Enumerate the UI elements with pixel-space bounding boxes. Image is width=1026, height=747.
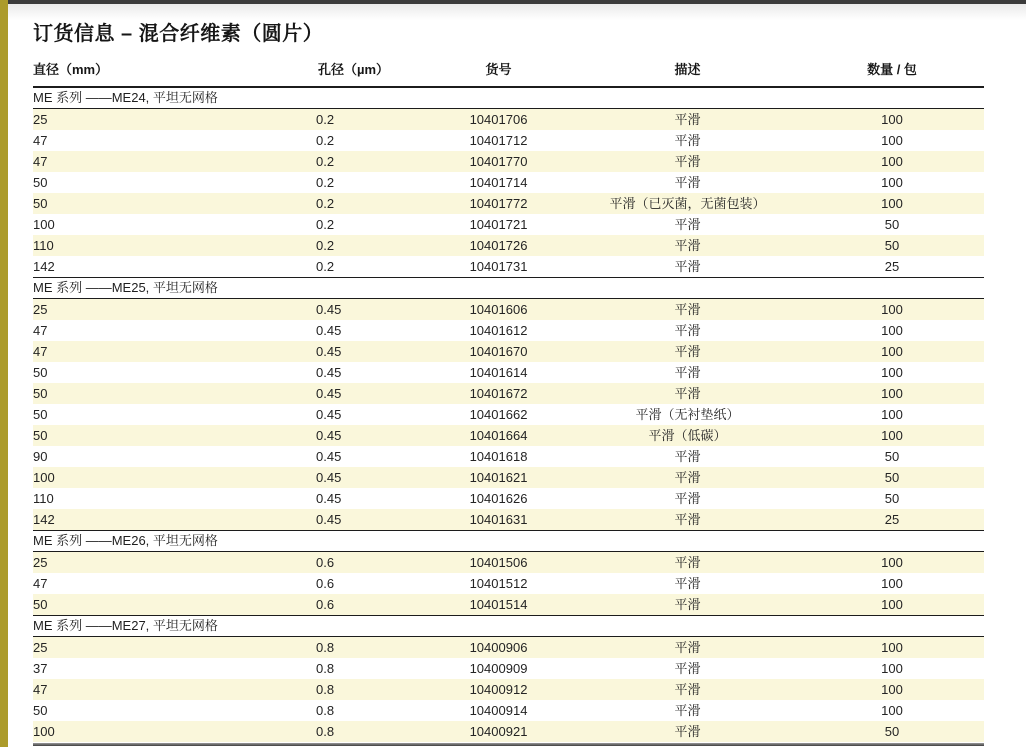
pore-size-cell: 0.45	[316, 509, 422, 531]
table-row	[33, 637, 984, 659]
quantity-cell: 100	[881, 661, 903, 676]
quantity-cell: 100	[881, 323, 903, 338]
table-row	[33, 700, 984, 721]
catalog-number-cell: 10400909	[469, 661, 528, 676]
diameter-cell: 50	[33, 383, 316, 404]
catalog-number-cell: 10401631	[422, 509, 575, 531]
diameter-cell: 142	[33, 259, 55, 274]
description-cell: 平滑	[575, 721, 800, 742]
pore-size-cell: 0.2	[316, 193, 422, 214]
section-header-spacer	[316, 531, 422, 552]
diameter-cell: 25	[33, 299, 316, 321]
pore-size-cell: 0.8	[316, 661, 335, 676]
section-header-spacer	[422, 616, 575, 637]
diameter-cell: 100	[33, 217, 55, 232]
catalog-number-cell: 10401506	[422, 552, 575, 574]
table-bottom-rule	[33, 743, 984, 746]
catalog-number-cell: 10401606	[422, 299, 575, 321]
pore-size-cell: 0.45	[316, 407, 342, 422]
quantity-cell: 100	[881, 175, 903, 190]
pore-size-cell: 0.2	[316, 109, 422, 131]
catalog-number-cell: 10401772	[422, 193, 575, 214]
description-cell: 平滑	[575, 467, 800, 488]
table-row	[33, 130, 984, 151]
table-row	[33, 488, 984, 509]
quantity-cell: 100	[800, 594, 984, 616]
catalog-number-cell: 10401664	[422, 425, 575, 446]
quantity-cell: 100	[800, 109, 984, 131]
diameter-cell: 110	[33, 491, 54, 506]
column-header-quantity-per-pack: 数量 / 包	[800, 46, 984, 87]
table-row	[33, 193, 984, 214]
diameter-cell: 37	[33, 661, 48, 676]
pore-size-cell: 0.45	[316, 299, 422, 321]
pore-size-cell: 0.45	[316, 383, 422, 404]
catalog-number-cell: 10401626	[469, 491, 528, 506]
section-header-spacer	[422, 531, 575, 552]
quantity-cell: 100	[800, 151, 984, 172]
pore-size-cell: 0.6	[316, 552, 422, 574]
quantity-cell: 50	[800, 467, 984, 488]
table-row	[33, 404, 984, 425]
quantity-cell: 50	[884, 217, 900, 232]
pore-size-cell: 0.8	[316, 703, 335, 718]
pore-size-cell: 0.8	[316, 679, 422, 700]
section-header-spacer	[316, 278, 422, 299]
quantity-cell: 100	[800, 425, 984, 446]
description-cell: 平滑	[674, 259, 701, 274]
pore-size-cell: 0.45	[316, 365, 342, 380]
order-table	[33, 46, 984, 742]
catalog-number-cell: 10401662	[469, 407, 528, 422]
description-cell: 平滑	[575, 341, 800, 362]
quantity-cell: 25	[800, 509, 984, 531]
section-header-spacer	[575, 531, 800, 552]
table-row	[33, 721, 984, 742]
diameter-cell: 47	[33, 341, 316, 362]
section-header-spacer	[800, 87, 984, 109]
description-cell: 平滑	[575, 594, 800, 616]
description-cell: 平滑	[674, 576, 701, 591]
description-cell: 平滑（低碳）	[575, 425, 800, 446]
description-cell: 平滑	[575, 637, 800, 659]
section-header-label: ME 系列 ——ME24, 平坦无网格	[33, 87, 316, 109]
pore-size-cell: 0.6	[316, 594, 422, 616]
description-cell: 平滑	[575, 235, 800, 256]
diameter-cell: 50	[33, 594, 316, 616]
column-header-catalog-number: 货号	[422, 46, 575, 87]
section-header-spacer	[800, 531, 984, 552]
section-header-spacer	[316, 616, 422, 637]
description-cell: 平滑	[674, 661, 701, 676]
catalog-number-cell: 10401726	[422, 235, 575, 256]
description-cell: 平滑	[575, 109, 800, 131]
section-header-spacer	[422, 87, 575, 109]
pore-size-cell: 0.2	[316, 235, 422, 256]
catalog-number-cell: 10400912	[422, 679, 575, 700]
catalog-number-cell: 10401618	[469, 449, 528, 464]
section-header-label: ME 系列 ——ME25, 平坦无网格	[33, 278, 316, 299]
diameter-cell: 25	[33, 552, 316, 574]
pore-size-cell: 0.45	[316, 323, 342, 338]
table-row	[33, 235, 984, 256]
section-header-spacer	[316, 87, 422, 109]
pore-size-cell: 0.45	[316, 449, 342, 464]
pore-size-cell: 0.8	[316, 721, 422, 742]
catalog-number-cell: 10401712	[469, 133, 528, 148]
catalog-number-cell: 10400921	[422, 721, 575, 742]
description-cell: 平滑	[575, 552, 800, 574]
pore-size-cell: 0.2	[316, 175, 335, 190]
table-row	[33, 362, 984, 383]
quantity-cell: 25	[884, 259, 900, 274]
description-cell: 平滑	[674, 133, 701, 148]
catalog-number-cell: 10401612	[469, 323, 528, 338]
section-header-spacer	[422, 278, 575, 299]
quantity-cell: 50	[800, 721, 984, 742]
description-cell: 平滑	[674, 703, 701, 718]
diameter-cell: 47	[33, 323, 48, 338]
quantity-cell: 50	[884, 449, 900, 464]
description-cell: 平滑	[575, 383, 800, 404]
section-header-spacer	[575, 616, 800, 637]
quantity-cell: 100	[881, 133, 903, 148]
diameter-cell: 50	[33, 175, 48, 190]
section-header-spacer	[800, 616, 984, 637]
pore-size-cell: 0.2	[316, 151, 422, 172]
quantity-cell: 100	[881, 365, 903, 380]
table-row	[33, 573, 984, 594]
table-row	[33, 109, 984, 131]
quantity-cell: 100	[881, 576, 903, 591]
table-row	[33, 341, 984, 362]
catalog-number-cell: 10401512	[469, 576, 528, 591]
pore-size-cell: 0.6	[316, 576, 335, 591]
quantity-cell: 100	[800, 383, 984, 404]
section-header-row	[33, 531, 984, 552]
left-accent-bar	[0, 0, 8, 747]
section-header-label: ME 系列 ——ME26, 平坦无网格	[33, 531, 316, 552]
table-row	[33, 256, 984, 278]
page-title: 订货信息 – 混合纤维素（圆片）	[33, 23, 324, 45]
pore-size-cell: 0.45	[316, 341, 422, 362]
catalog-number-cell: 10401514	[422, 594, 575, 616]
description-cell: 平滑	[674, 217, 701, 232]
diameter-cell: 50	[33, 703, 48, 718]
description-cell: 平滑	[575, 679, 800, 700]
table-row	[33, 552, 984, 574]
quantity-cell: 100	[800, 637, 984, 659]
description-cell: 平滑	[575, 151, 800, 172]
quantity-cell: 100	[881, 407, 903, 422]
catalog-number-cell: 10401706	[422, 109, 575, 131]
diameter-cell: 90	[33, 449, 48, 464]
description-cell: 平滑	[674, 491, 701, 506]
pore-size-cell: 0.45	[316, 491, 342, 506]
pore-size-cell: 0.2	[316, 217, 335, 232]
quantity-cell: 100	[800, 679, 984, 700]
quantity-cell: 50	[884, 491, 900, 506]
column-header-diameter: 直径（mm）	[33, 46, 316, 87]
column-header-description: 描述	[575, 46, 800, 87]
quantity-cell: 100	[800, 193, 984, 214]
pore-size-cell: 0.45	[316, 425, 422, 446]
table-row	[33, 299, 984, 321]
diameter-cell: 50	[33, 193, 316, 214]
quantity-cell: 50	[800, 235, 984, 256]
diameter-cell: 47	[33, 151, 316, 172]
table-row	[33, 509, 984, 531]
pore-size-cell: 0.45	[316, 467, 422, 488]
section-header-row	[33, 278, 984, 299]
catalog-number-cell: 10400914	[469, 703, 528, 718]
diameter-cell: 25	[33, 109, 316, 131]
catalog-number-cell: 10401672	[422, 383, 575, 404]
pore-size-cell: 0.8	[316, 637, 422, 659]
catalog-number-cell: 10400906	[422, 637, 575, 659]
table-header	[33, 46, 984, 87]
catalog-number-cell: 10401731	[469, 259, 528, 274]
description-cell: 平滑	[575, 299, 800, 321]
table-row	[33, 172, 984, 193]
quantity-cell: 100	[800, 552, 984, 574]
diameter-cell: 142	[33, 509, 316, 531]
table-row	[33, 151, 984, 172]
diameter-cell: 100	[33, 467, 316, 488]
table-row	[33, 594, 984, 616]
section-header-spacer	[575, 87, 800, 109]
section-header-spacer	[575, 278, 800, 299]
table-row	[33, 320, 984, 341]
table-row	[33, 383, 984, 404]
table-body	[33, 87, 984, 742]
section-header-row	[33, 87, 984, 109]
catalog-number-cell: 10401670	[422, 341, 575, 362]
section-header-row	[33, 616, 984, 637]
diameter-cell: 50	[33, 407, 48, 422]
catalog-number-cell: 10401721	[469, 217, 528, 232]
description-cell: 平滑	[575, 509, 800, 531]
table-row	[33, 658, 984, 679]
section-header-spacer	[800, 278, 984, 299]
diameter-cell: 50	[33, 425, 316, 446]
pore-size-cell: 0.2	[316, 133, 335, 148]
description-cell: 平滑	[674, 449, 701, 464]
description-cell: 平滑（已灭菌，无菌包装）	[575, 193, 800, 214]
table-row	[33, 467, 984, 488]
diameter-cell: 47	[33, 679, 316, 700]
description-cell: 平滑（无衬垫纸）	[635, 407, 740, 422]
catalog-number-cell: 10401714	[469, 175, 528, 190]
quantity-cell: 100	[800, 299, 984, 321]
table-row	[33, 679, 984, 700]
column-header-row	[33, 46, 984, 87]
catalog-number-cell: 10401770	[422, 151, 575, 172]
diameter-cell: 25	[33, 637, 316, 659]
diameter-cell: 50	[33, 365, 48, 380]
page-content	[33, 0, 984, 746]
quantity-cell: 100	[800, 341, 984, 362]
catalog-number-cell: 10401621	[422, 467, 575, 488]
quantity-cell: 100	[881, 703, 903, 718]
diameter-cell: 110	[33, 235, 316, 256]
pore-size-cell: 0.2	[316, 259, 335, 274]
table-row	[33, 425, 984, 446]
description-cell: 平滑	[674, 365, 701, 380]
section-header-label: ME 系列 ——ME27, 平坦无网格	[33, 616, 316, 637]
table-row	[33, 446, 984, 467]
diameter-cell: 47	[33, 133, 48, 148]
column-header-pore-size: 孔径（µm）	[316, 46, 422, 87]
description-cell: 平滑	[674, 323, 701, 338]
diameter-cell: 47	[33, 576, 48, 591]
description-cell: 平滑	[674, 175, 701, 190]
catalog-number-cell: 10401614	[469, 365, 528, 380]
table-row	[33, 214, 984, 235]
diameter-cell: 100	[33, 721, 316, 742]
